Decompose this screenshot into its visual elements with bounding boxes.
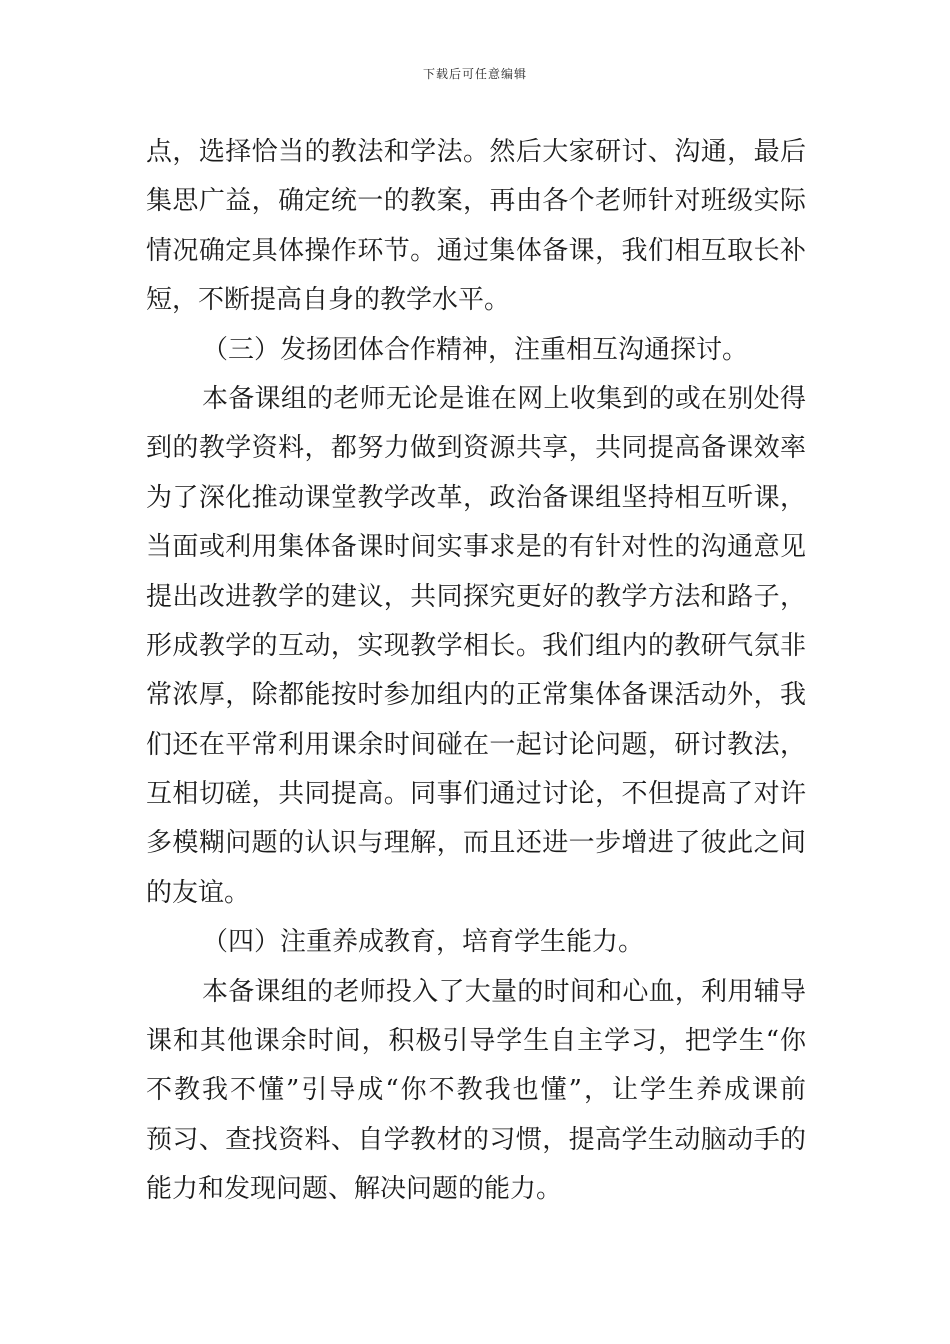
- text-line: 当面或利用集体备课时间实事求是的有针对性的沟通意见: [146, 532, 806, 563]
- text-line: 多模糊问题的认识与理解，而且还进一步增进了彼此之间: [146, 828, 806, 859]
- text-line: 到的教学资料，都努力做到资源共享，共同提高备课效率: [146, 433, 806, 464]
- page-header: 下载后可任意编辑: [422, 67, 527, 81]
- text-line: 情况确定具体操作环节。通过集体备课，我们相互取长补: [146, 235, 806, 266]
- text-line: 常浓厚，除都能按时参加组内的正常集体备课活动外，我: [146, 680, 806, 711]
- text-line: 课和其他课余时间，积极引导学生自主学习，把学生“你: [146, 1026, 806, 1057]
- text-line: 点，选择恰当的教法和学法。然后大家研讨、沟通，最后: [146, 137, 806, 167]
- text-line: 提出改进教学的建议，共同探究更好的教学方法和路子，: [146, 581, 806, 612]
- text-line: 本备课组的老师无论是谁在网上收集到的或在别处得: [202, 383, 806, 414]
- text-line: 预习、查找资料、自学教材的习惯，提高学生动脑动手的: [146, 1124, 806, 1155]
- text-line: 短，不断提高自身的教学水平。: [146, 285, 511, 316]
- text-line: 的友谊。: [146, 877, 251, 908]
- document-body: [146, 128, 806, 1215]
- text-line: 能力和发现问题、解决问题的能力。: [146, 1174, 563, 1205]
- text-line: 为了深化推动课堂教学改革，政治备课组坚持相互听课，: [146, 482, 806, 513]
- text-line: 集思广益，确定统一的教案，再由各个老师针对班级实际: [146, 186, 806, 217]
- text-line: 形成教学的互动，实现教学相长。我们组内的教研气氛非: [146, 630, 806, 661]
- text-line: 不教我不懂”引导成“你不教我也懂”，让学生养成课前: [146, 1075, 806, 1106]
- text-line: （四）注重养成教育，培育学生能力。: [202, 927, 645, 958]
- text-line: 们还在平常利用课余时间碰在一起讨论问题，研讨教法，: [146, 729, 806, 760]
- text-line: 互相切磋，共同提高。同事们通过讨论，不但提高了对许: [146, 779, 806, 810]
- text-line: （三）发扬团体合作精神，注重相互沟通探讨。: [202, 334, 749, 365]
- text-line: 本备课组的老师投入了大量的时间和心血，利用辅导: [202, 976, 806, 1007]
